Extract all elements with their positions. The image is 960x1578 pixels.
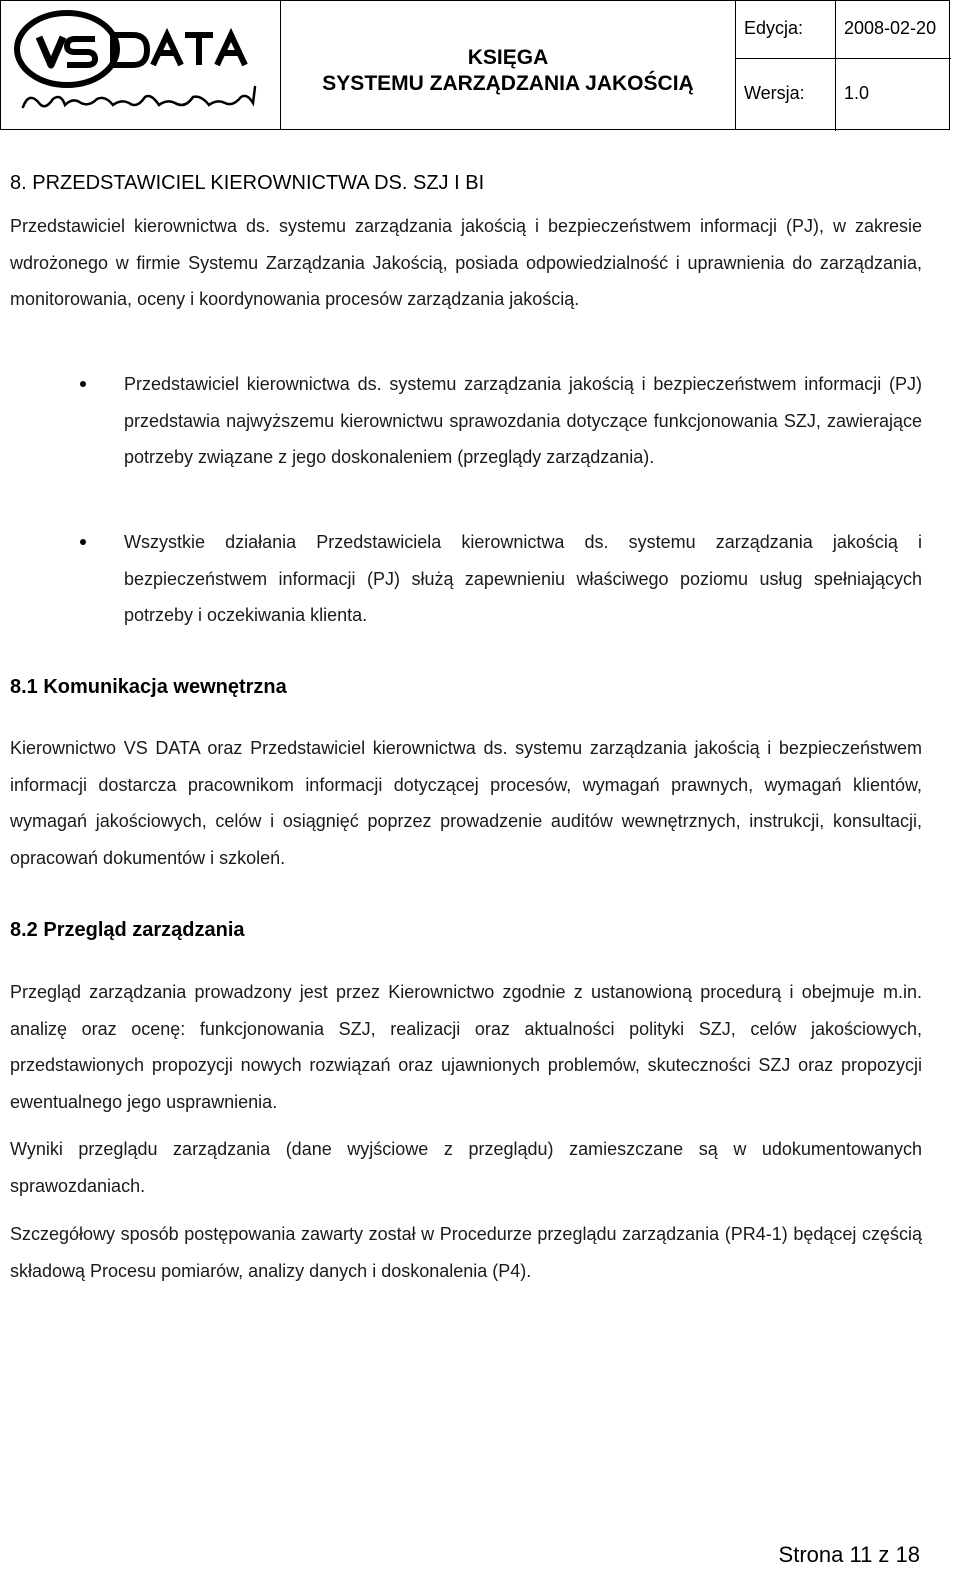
section-8-2-para-1: Przegląd zarządzania prowadzony jest przez Kierownictwo zgodnie z ustanowioną procedurą i obejmuje m.in. analizę oraz ocenę: funkcjonowania SZJ, realizacji oraz aktualności polityki SZJ, celów jakościowych, przedstawionych propozycji nowych rozwiązań oraz ujawnionych problemów, skuteczności SZJ oraz propozycji ewentualnego jego usprawnienia. bbox=[10, 982, 922, 1112]
bullet-marker bbox=[80, 539, 86, 545]
section-8-bullet-2: Wszystkie działania Przedstawiciela kierownictwa ds. systemu zarządzania jakością i bezpieczeństwem informacji (PJ) służą zapewnieniu właściwego poziomu usług spełniających potrzeby i oczekiwania klienta. bbox=[124, 532, 922, 625]
title-cell bbox=[281, 1, 736, 129]
document-title-line2: SYSTEMU ZARZĄDZANIA JAKOŚCIĄ bbox=[322, 72, 694, 95]
document-header bbox=[0, 0, 950, 130]
document-title-line1: KSIĘGA bbox=[467, 46, 549, 69]
version-value: 1.0 bbox=[844, 83, 870, 103]
section-8-2-para-2: Wyniki przeglądu zarządzania (dane wyjściowe z przeglądu) zamieszczane są w udokumentowanych sprawozdaniach. bbox=[10, 1139, 922, 1196]
section-8-intro: Przedstawiciel kierownictwa ds. systemu zarządzania jakością i bezpieczeństwem informacji (PJ), w zakresie wdrożonego w firmie Systemu Zarządzania Jakością, posiada odpowiedzialność i uprawnienia do zarządzania, monitorowania, oceny i koordynowania procesów zarządzania jakością. bbox=[10, 216, 922, 309]
vsdata-logo bbox=[9, 7, 273, 125]
version-label-cell bbox=[736, 59, 836, 131]
bullet-marker bbox=[80, 381, 86, 387]
logo-cell bbox=[1, 1, 281, 129]
section-8-heading: 8. PRZEDSTAWICIEL KIEROWNICTWA DS. SZJ I BI bbox=[10, 172, 485, 194]
edition-label-cell bbox=[736, 1, 836, 59]
version-value-cell bbox=[836, 59, 951, 131]
edition-value-cell bbox=[836, 1, 951, 59]
version-label: Wersja: bbox=[744, 83, 805, 103]
section-8-bullet-1: Przedstawiciel kierownictwa ds. systemu zarządzania jakością i bezpieczeństwem informacji (PJ) przedstawia najwyższemu kierownictwu sprawozdania dotyczące funkcjonowania SZJ, zawierające potrzeby związane z jego doskonaleniem (przeglądy zarządzania). bbox=[124, 374, 922, 467]
edition-label: Edycja: bbox=[744, 18, 804, 38]
edition-value: 2008-02-20 bbox=[844, 18, 937, 38]
section-8-2-para-3: Szczegółowy sposób postępowania zawarty został w Procedurze przeglądu zarządzania (PR4-1) będącej częścią składową Procesu pomiarów, analizy danych i doskonalenia (P4). bbox=[10, 1224, 922, 1281]
section-8-2-heading: 8.2 Przegląd zarządzania bbox=[10, 919, 245, 941]
section-8-1-text: Kierownictwo VS DATA oraz Przedstawiciel kierownictwa ds. systemu zarządzania jakością i bezpieczeństwem informacji dostarcza pracownikom informacji dotyczącej procesów, wymagań prawnych, wymagań klientów, wymagań jakościowych, celów i osiągnięć poprzez prowadzenie auditów wewnętrznych, instrukcji, konsultacji, opracowań dokumentów i szkoleń. bbox=[10, 738, 922, 868]
section-8-1-heading: 8.1 Komunikacja wewnętrzna bbox=[10, 676, 287, 698]
page-number: Strona 11 z 18 bbox=[778, 1542, 920, 1567]
